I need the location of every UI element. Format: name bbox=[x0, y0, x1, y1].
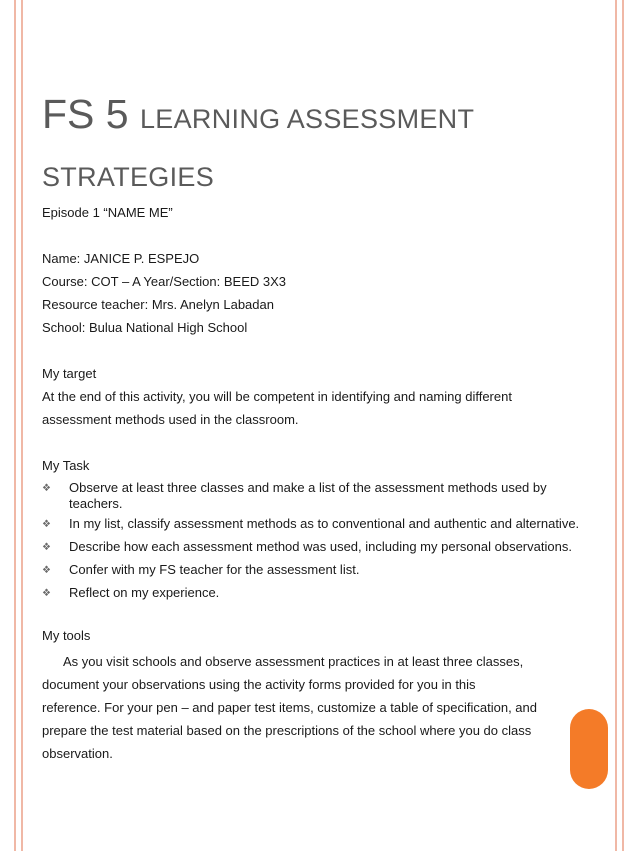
task-item: ❖ In my list, classify assessment methods as to conventional and authentic and alternative. bbox=[42, 516, 580, 531]
right-border-line bbox=[622, 0, 624, 851]
tools-line-5: observation. bbox=[42, 746, 113, 761]
left-border-line bbox=[14, 0, 16, 851]
task-heading: My Task bbox=[42, 458, 90, 473]
diamond-bullet-icon: ❖ bbox=[42, 565, 51, 576]
diamond-bullet-icon: ❖ bbox=[42, 542, 51, 553]
course-section: Course: COT – A Year/Section: BEED 3X3 bbox=[42, 274, 287, 289]
student-name: Name: JANICE P. ESPEJO bbox=[42, 251, 200, 266]
title-line2: STRATEGIES bbox=[42, 162, 215, 192]
tools-line-4: prepare the test material based on the prescriptions of the school where you do class bbox=[42, 723, 532, 738]
school-name: School: Bulua National High School bbox=[42, 320, 248, 335]
right-border-line-inner bbox=[615, 0, 617, 851]
title-main: FS 5 bbox=[42, 91, 140, 137]
slide-title bbox=[42, 86, 602, 205]
task-item: ❖ Observe at least three classes and make a list of the assessment methods used by teachers. bbox=[42, 480, 547, 511]
target-line-1: At the end of this activity, you will be competent in identifying and naming different bbox=[42, 389, 512, 404]
target-heading: My target bbox=[42, 366, 97, 381]
task-item: ❖ Reflect on my experience. bbox=[42, 585, 220, 600]
tools-line-2: document your observations using the activity forms provided for you in this bbox=[42, 677, 476, 692]
left-border-line-inner bbox=[21, 0, 23, 851]
task-item: ❖ Confer with my FS teacher for the assessment list. bbox=[42, 562, 360, 577]
episode-label: Episode 1 “NAME ME” bbox=[42, 205, 173, 220]
task-item: ❖ Describe how each assessment method was used, including my personal observations. bbox=[42, 539, 572, 554]
resource-teacher: Resource teacher: Mrs. Anelyn Labadan bbox=[42, 297, 274, 312]
tools-line-1: As you visit schools and observe assessment practices in at least three classes, bbox=[42, 654, 524, 669]
title-rest: LEARNING ASSESSMENT bbox=[139, 104, 475, 134]
target-line-2: assessment methods used in the classroom. bbox=[42, 412, 299, 427]
diamond-bullet-icon: ❖ bbox=[42, 483, 51, 494]
tools-line-3: reference. For your pen – and paper test items, customize a table of specification, and bbox=[42, 700, 537, 715]
diamond-bullet-icon: ❖ bbox=[42, 519, 51, 530]
diamond-bullet-icon: ❖ bbox=[42, 588, 51, 599]
tools-heading: My tools bbox=[42, 628, 91, 643]
accent-pill-decoration bbox=[570, 709, 608, 789]
